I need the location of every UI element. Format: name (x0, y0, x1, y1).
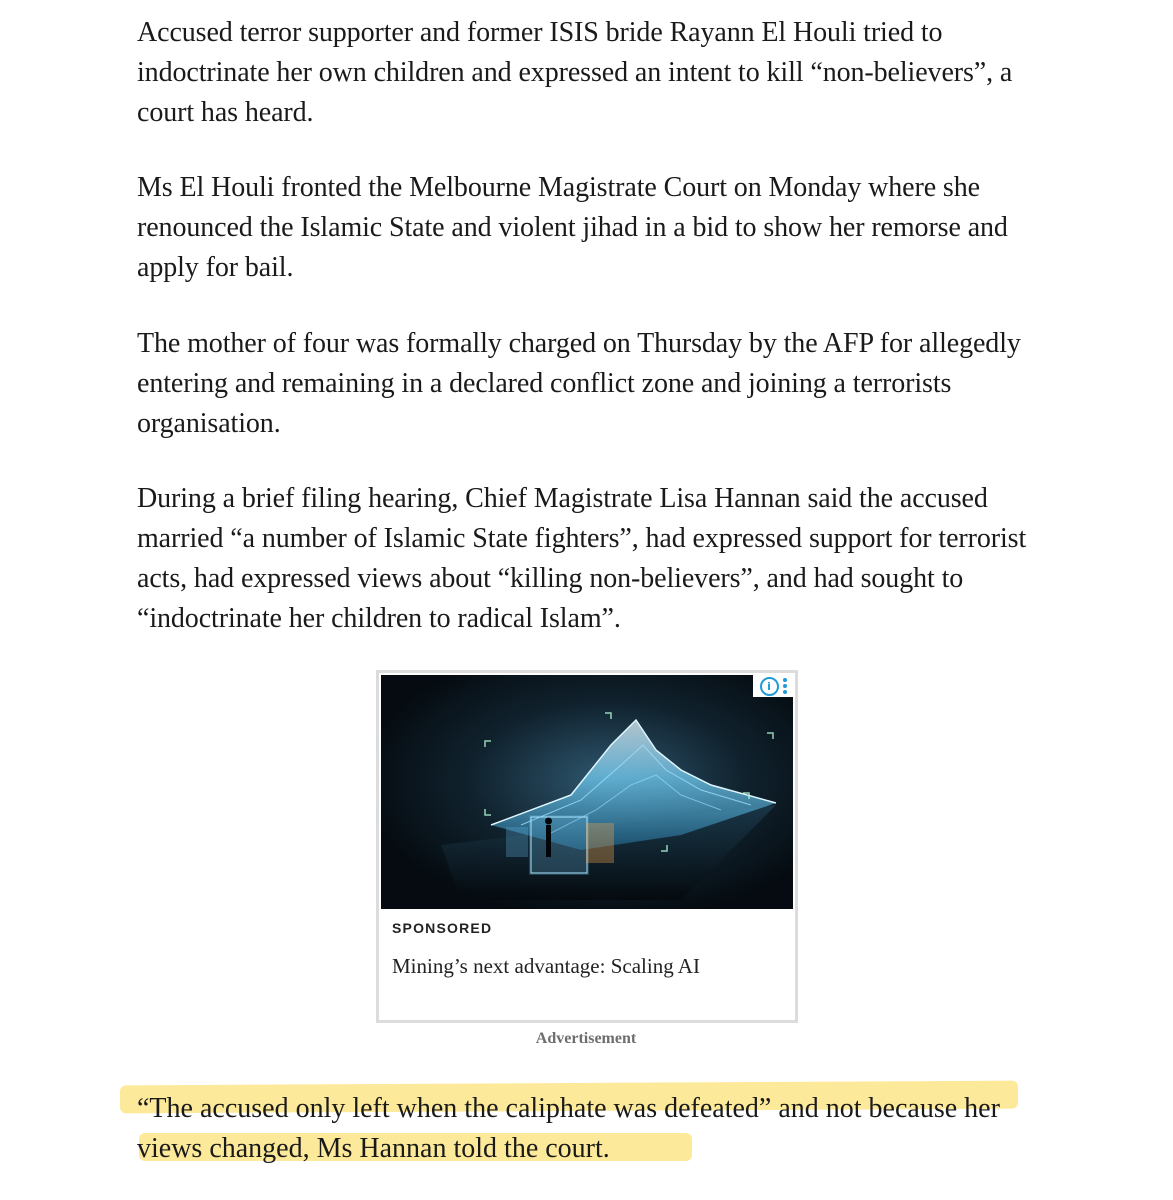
ad-choices-button[interactable] (753, 675, 793, 697)
ai-data-landscape-image (381, 675, 793, 909)
ad-headline-link[interactable]: Mining’s next advantage: Scaling AI (392, 954, 700, 978)
article-paragraph-1: Accused terror supporter and former ISIS bride Rayann El Houli tried to indoctrinate her own children and expressed an intent to kill “non-believers”, a court has heard. (137, 17, 1013, 128)
sponsored-ad-card[interactable] (376, 670, 798, 1023)
article-paragraph-3: The mother of four was formally charged on Thursday by the AFP for allegedly entering and remaining in a declared conflict zone and joining a terrorists organisation. (137, 328, 1021, 439)
advertisement-caption: Advertisement (535, 1030, 637, 1047)
ad-image[interactable] (381, 675, 793, 909)
article-paragraph-2: Ms El Houli fronted the Melbourne Magistrate Court on Monday where she renounced the Islamic State and violent jihad in a bid to show her remorse and apply for bail. (137, 172, 1008, 283)
highlighted-quote-paragraph: “The accused only left when the caliphate was defeated” and not because her views changed, Ms Hannan told the court. (137, 1093, 1000, 1164)
info-icon[interactable]: i (760, 677, 779, 696)
sponsored-label: SPONSORED (392, 920, 493, 936)
kebab-menu-icon[interactable] (783, 678, 787, 694)
article-paragraph-4: During a brief filing hearing, Chief Magistrate Lisa Hannan said the accused married “a number of Islamic State fighters”, had expressed support for terrorist acts, had expressed views about “killing non-believers”, and had sought to “indoctrinate her children to radical Islam”. (137, 483, 1027, 634)
